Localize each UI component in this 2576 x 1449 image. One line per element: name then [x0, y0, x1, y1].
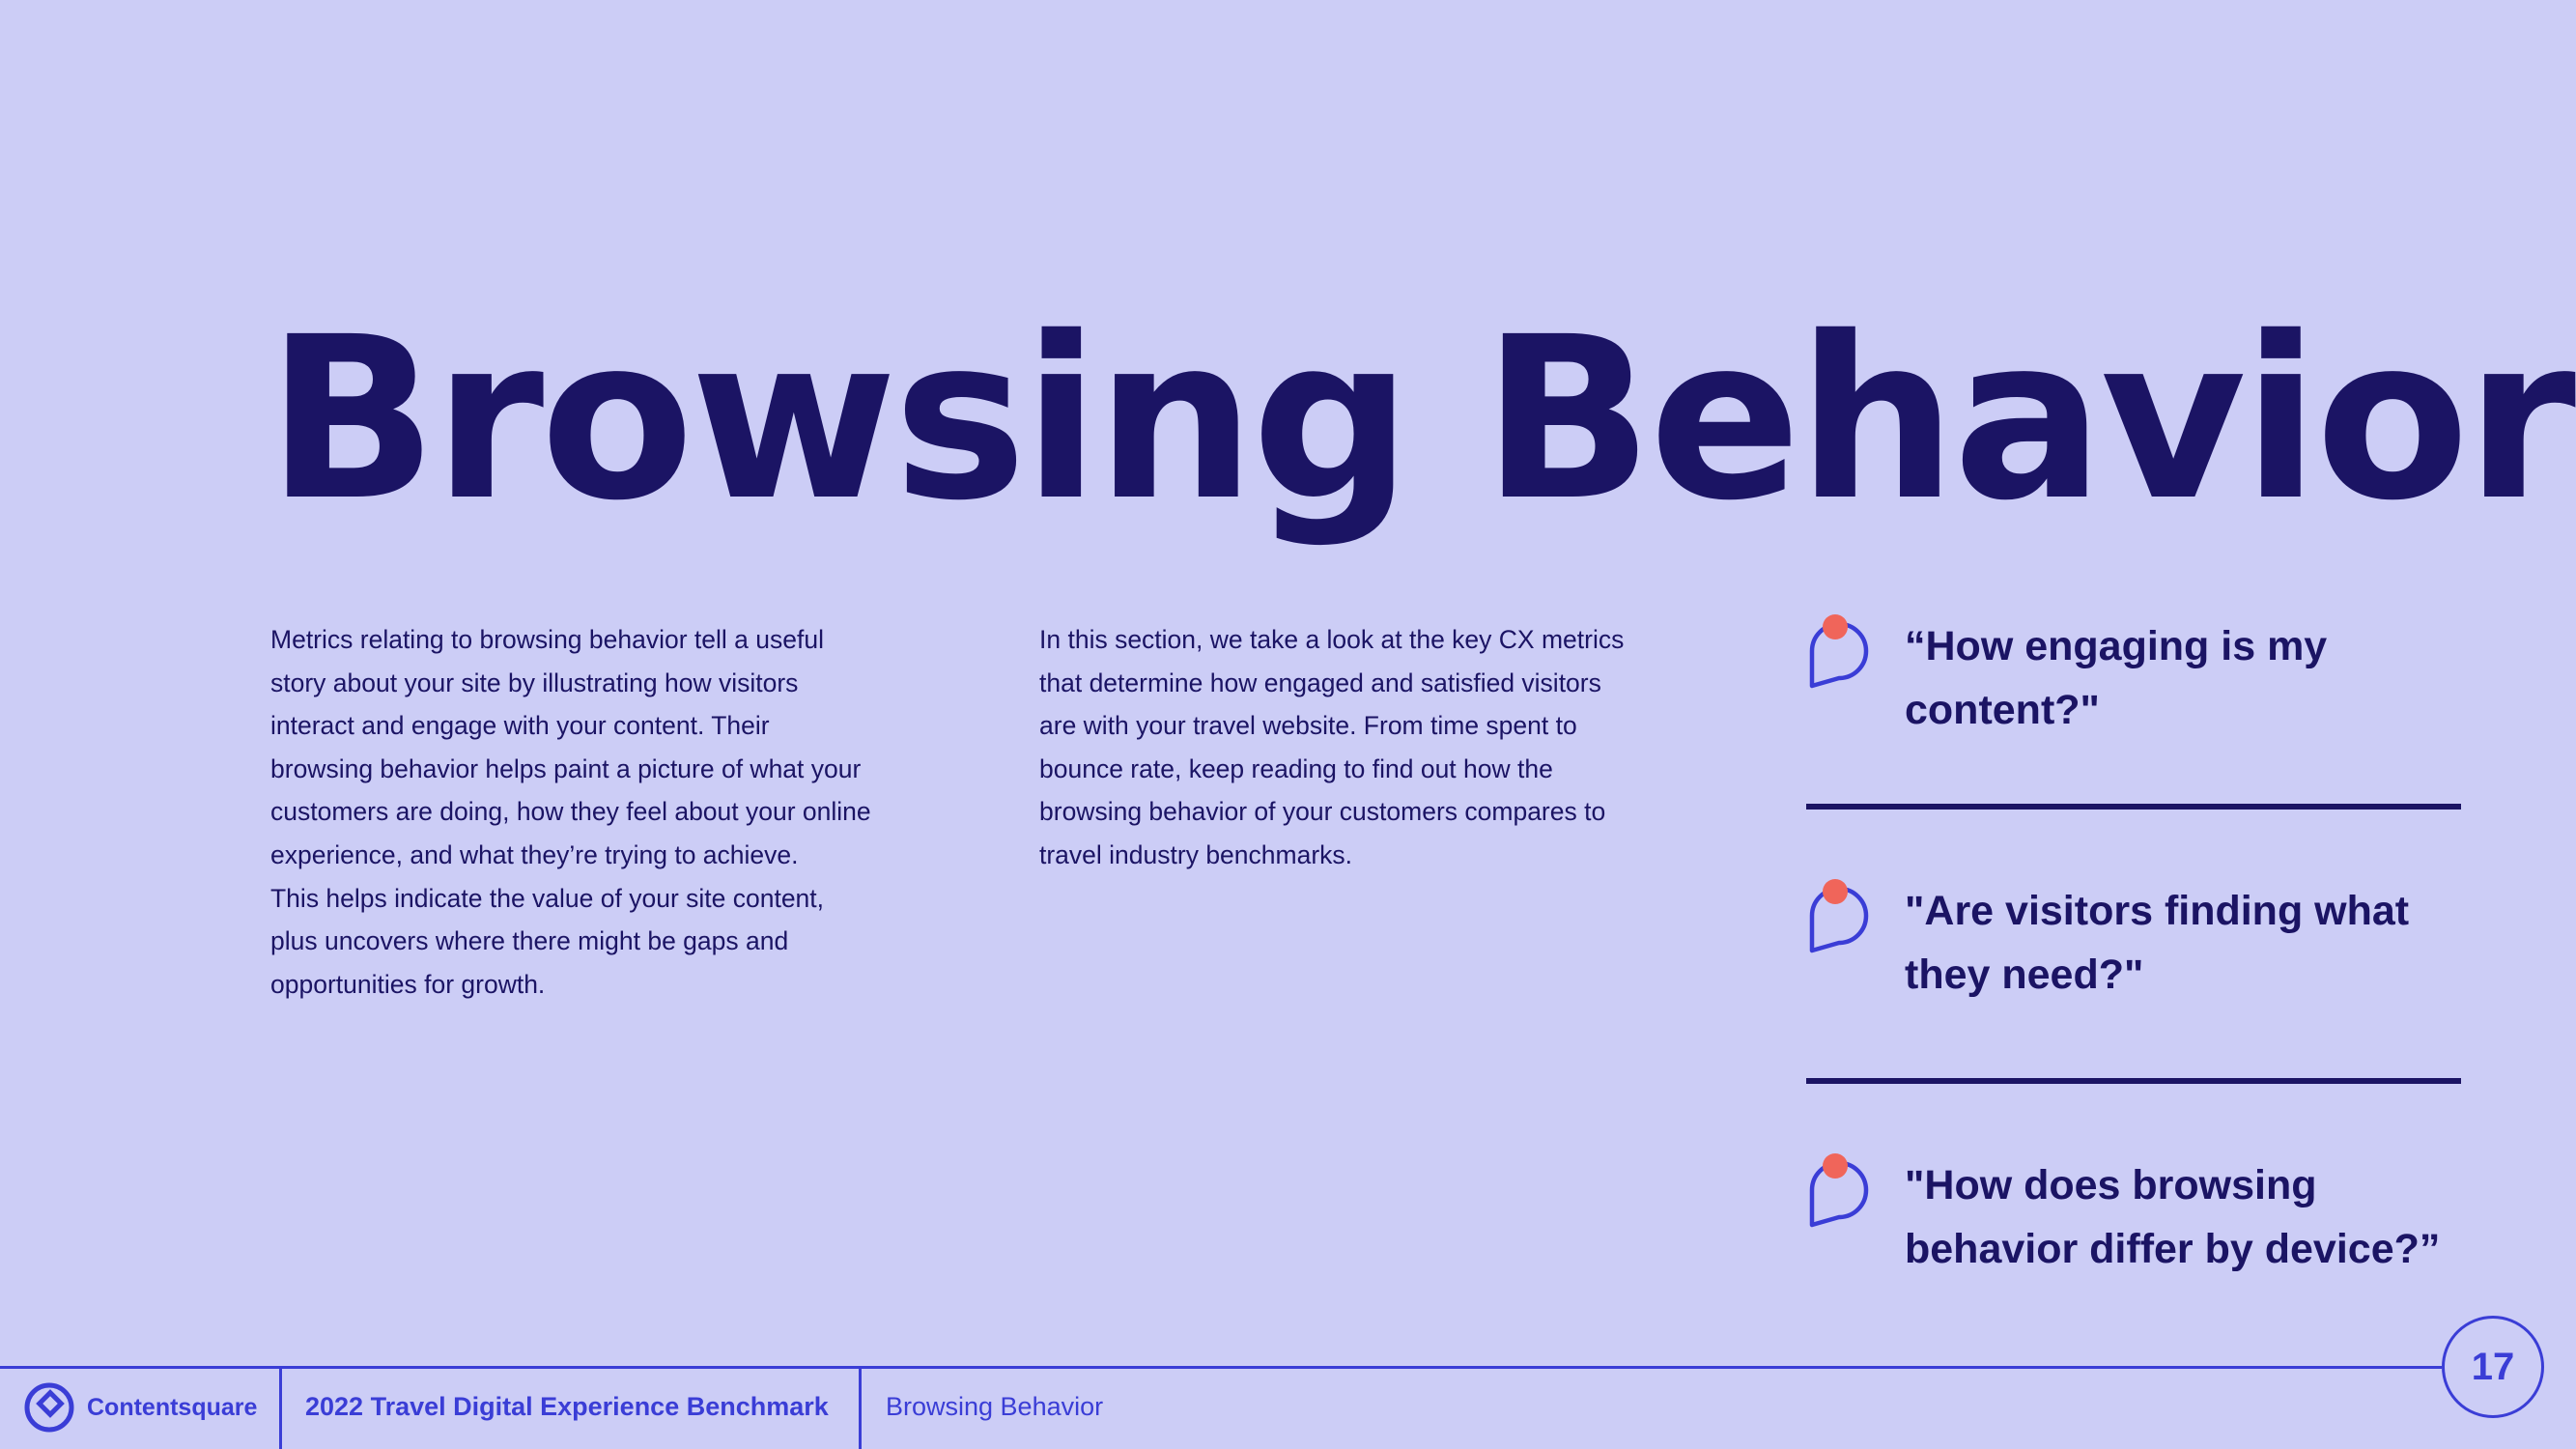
page-title: Browsing Behavior	[267, 289, 2573, 550]
intro-text-line: experience, and what they’re trying to achieve.	[270, 839, 799, 869]
question-text	[1905, 879, 2465, 1007]
speech-bubble-icon	[1806, 1153, 1874, 1231]
question-line: “How engaging is my	[1905, 623, 2328, 669]
intro-text-line: browsing behavior helps paint a picture of what your	[270, 753, 862, 783]
question-line: they need?"	[1905, 952, 2144, 998]
intro-text-line: plus uncovers where there might be gaps and	[270, 926, 789, 956]
divider	[1806, 804, 2461, 810]
brand-name: Contentsquare	[87, 1393, 258, 1421]
intro-text-line: travel industry benchmarks.	[1039, 839, 1353, 869]
question-text	[1905, 614, 2465, 742]
question-line: "Are visitors finding what	[1905, 888, 2410, 934]
footer-separator	[859, 1369, 862, 1449]
question-item	[1806, 879, 2461, 1078]
intro-text-line: opportunities for growth.	[270, 969, 546, 999]
report-title: 2022 Travel Digital Experience Benchmark	[305, 1392, 829, 1421]
intro-text-line: In this section, we take a look at the key CX metrics	[1039, 625, 1625, 654]
speech-bubble-icon	[1806, 614, 1874, 692]
contentsquare-logo-icon	[23, 1381, 75, 1434]
intro-text-line: interact and engage with your content. Their	[270, 711, 770, 741]
question-line: behavior differ by device?”	[1905, 1226, 2441, 1272]
page-number: 17	[2442, 1316, 2544, 1418]
footer	[0, 1369, 2576, 1449]
divider	[1806, 1078, 2461, 1084]
question-item	[1806, 614, 2461, 804]
intro-column-1	[270, 618, 927, 1006]
intro-text-line: are with your travel website. From time spent to	[1039, 711, 1577, 741]
brand-logo	[23, 1380, 257, 1435]
question-text	[1905, 1153, 2465, 1281]
speech-bubble-icon	[1806, 879, 1874, 956]
intro-text-line: Metrics relating to browsing behavior tell a useful	[270, 625, 824, 654]
question-line: content?"	[1905, 687, 2100, 733]
section-name: Browsing Behavior	[886, 1392, 1104, 1421]
question-item	[1806, 1153, 2461, 1343]
question-line: "How does browsing	[1905, 1162, 2317, 1208]
intro-text-line: bounce rate, keep reading to find out how the	[1039, 753, 1553, 783]
intro-column-2	[1039, 618, 1677, 877]
intro-text-line: browsing behavior of your customers compares to	[1039, 797, 1606, 827]
intro-text-line: This helps indicate the value of your site content,	[270, 883, 825, 913]
intro-text-line: that determine how engaged and satisfied visitors	[1039, 668, 1601, 697]
intro-text-line: customers are doing, how they feel about your online	[270, 797, 871, 827]
key-questions	[1806, 614, 2461, 1343]
intro-text-line: story about your site by illustrating how visitors	[270, 668, 799, 697]
footer-separator	[279, 1369, 282, 1449]
